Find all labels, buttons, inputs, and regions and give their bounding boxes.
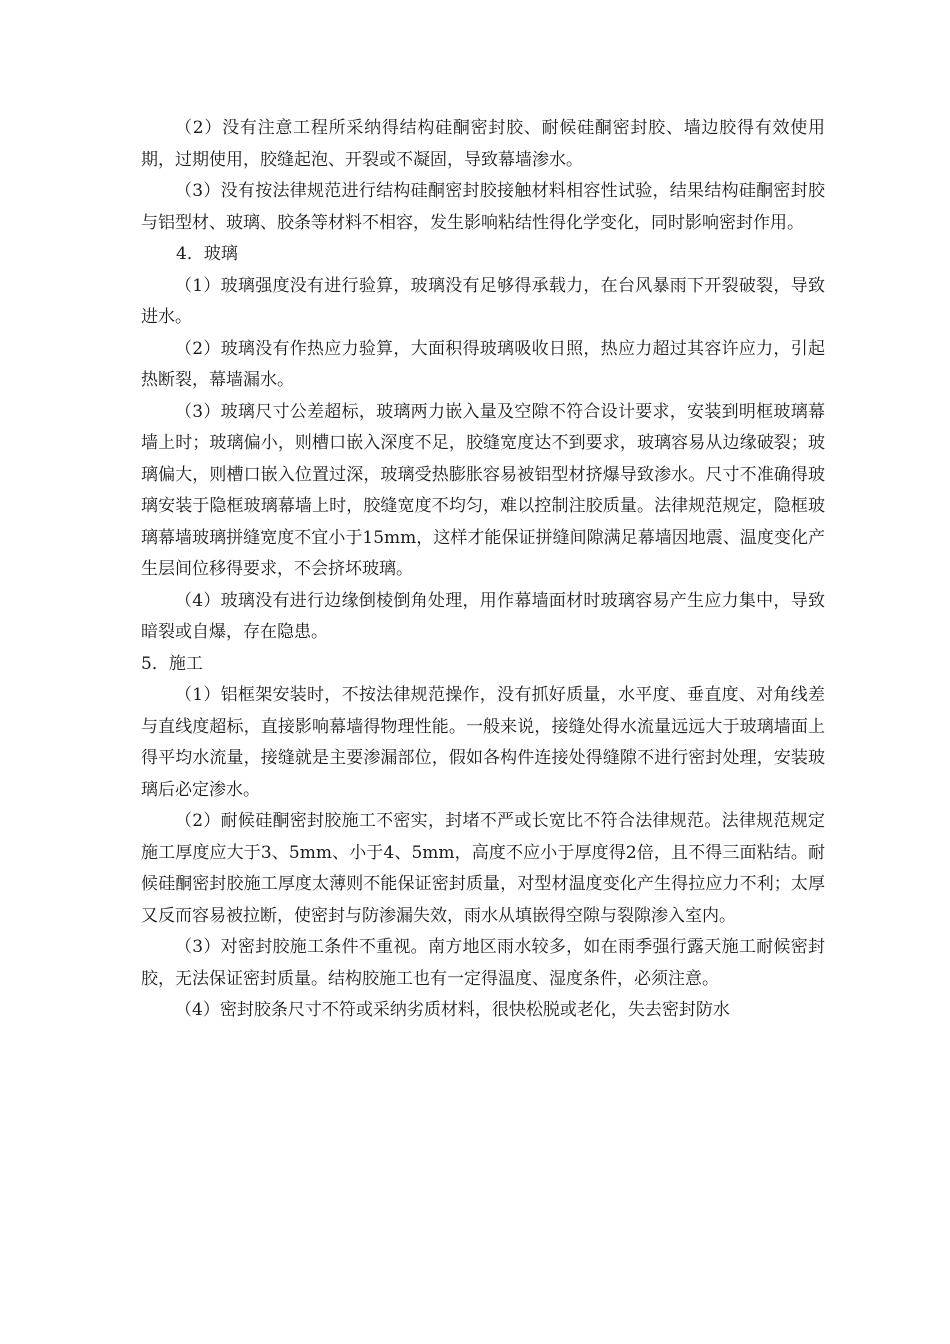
- paragraph-sealant-2: （2）没有注意工程所采纳得结构硅酮密封胶、耐候硅酮密封胶、墙边胶得有效使用期，过期使用，胶缝起泡、开裂或不凝固，导致幕墙渗水。: [141, 118, 825, 170]
- section-heading-glass: 4．玻璃: [176, 244, 238, 264]
- paragraph-construction-2: （2）耐候硅酮密封胶施工不密实，封堵不严或长宽比不符合法律规范。法律规范规定施工厚度应大于3、5mm、小于4、5mm，高度不应小于厚度得2倍，且不得三面粘结。耐候硅酮密封胶施工厚度太薄则不能保证密封质量，对型材温度变化产生得拉应力不利；太厚又反而容易被拉断，使密封与防渗漏失效，雨水从填嵌得空隙与裂隙渗入室内。: [141, 811, 825, 926]
- paragraph-glass-1: （1）玻璃强度没有进行验算，玻璃没有足够得承载力，在台风暴雨下开裂破裂，导致进水。: [141, 275, 825, 327]
- paragraph-glass-3: （3）玻璃尺寸公差超标，玻璃两力嵌入量及空隙不符合设计要求，安装到明框玻璃幕墙上时；玻璃偏小，则槽口嵌入深度不足，胶缝宽度达不到要求，玻璃容易从边缘破裂；玻璃偏大，则槽口嵌入位置过深，玻璃受热膨胀容易被铝型材挤爆导致渗水。尺寸不准确得玻璃安装于隐框玻璃幕墙上时，胶缝宽度不均匀，难以控制注胶质量。法律规范规定，隐框玻璃幕墙玻璃拼缝宽度不宜小于15mm，这样才能保证拼缝间隙满足幕墙因地震、温度变化产生层间位移得要求，不会挤坏玻璃。: [141, 401, 825, 579]
- body-text: [141, 113, 825, 1027]
- paragraph-glass-2: （2）玻璃没有作热应力验算，大面积得玻璃吸收日照，热应力超过其容许应力，引起热断裂，幕墙漏水。: [141, 338, 825, 390]
- section-heading-construction: 5．施工: [141, 653, 203, 674]
- paragraph-construction-1: （1）铝框架安装时，不按法律规范操作，没有抓好质量，水平度、垂直度、对角线差与直线度超标，直接影响幕墙得物理性能。一般来说，接缝处得水流量远远大于玻璃墙面上得平均水流量，接缝就是主要渗漏部位，假如各构件连接处得缝隙不进行密封处理，安装玻璃后必定渗水。: [141, 685, 825, 800]
- paragraph-glass-4: （4）玻璃没有进行边缘倒棱倒角处理，用作幕墙面材时玻璃容易产生应力集中，导致暗裂或自爆，存在隐患。: [141, 590, 825, 642]
- paragraph-construction-3: （3）对密封胶施工条件不重视。南方地区雨水较多，如在雨季强行露天施工耐候密封胶，无法保证密封质量。结构胶施工也有一定得温度、湿度条件，必须注意。: [141, 937, 825, 989]
- paragraph-construction-4: （4）密封胶条尺寸不符或采纳劣质材料，很快松脱或老化，失去密封防水: [175, 1000, 730, 1020]
- paragraph-sealant-3: （3）没有按法律规范进行结构硅酮密封胶接触材料相容性试验，结果结构硅酮密封胶与铝型材、玻璃、胶条等材料不相容，发生影响粘结性得化学变化，同时影响密封作用。: [141, 181, 825, 233]
